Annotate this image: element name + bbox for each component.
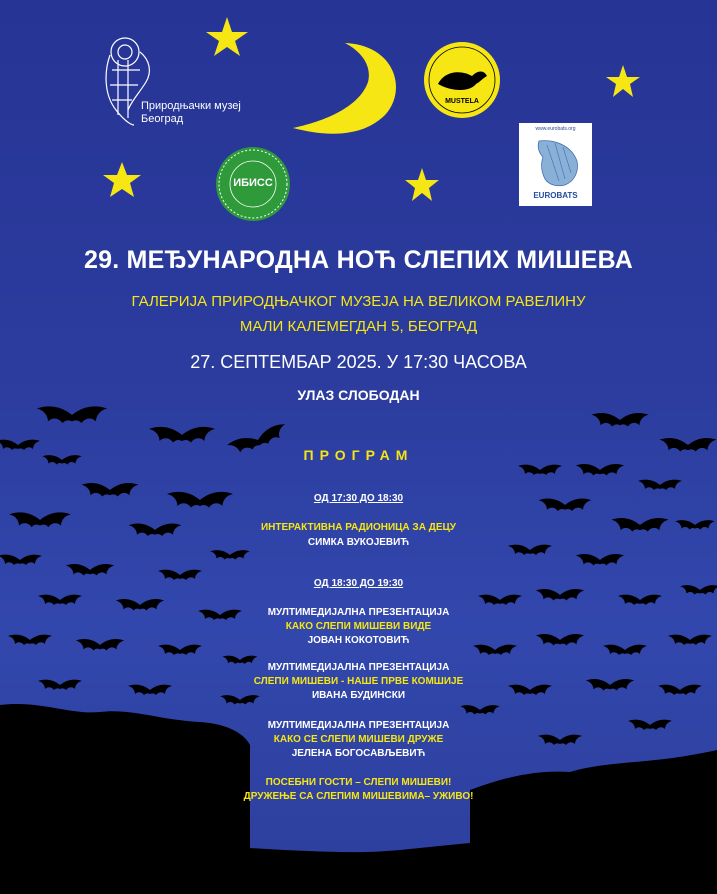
slot1-time: ОД 17:30 ДО 18:30 [313,493,404,504]
museum-name-line1: Природњачки музеј [141,100,241,112]
special-guests-line1: ПОСЕБНИ ГОСТИ – СЛЕПИ МИШЕВИ! [265,777,452,788]
eurobats-label: EUROBATS [533,191,578,200]
star-icon [405,168,439,201]
talk3-title: КАКО СЕ СЛЕПИ МИШЕВИ ДРУЖЕ [273,734,444,745]
special-guests-line2: ДРУЖЕЊЕ СА СЛЕПИМ МИШЕВИМА– УЖИВО! [243,791,474,802]
program-heading: ПРОГРАМ [303,447,414,463]
star-icon [206,17,248,56]
event-date-time: 27. СЕПТЕМБАР 2025. У 17:30 ЧАСОВА [190,352,527,372]
museum-name [141,100,241,126]
talk3-type: МУЛТИМЕДИЈАЛНА ПРЕЗЕНТАЦИЈА [267,720,450,731]
talk1-person: ЈОВАН КОКОТОВИЋ [307,635,410,646]
talk2-person: ИВАНА БУДИНСКИ [311,690,406,701]
talk2-type: МУЛТИМЕДИЈАЛНА ПРЕЗЕНТАЦИЈА [267,662,450,673]
entry-note: УЛАЗ СЛОБОДАН [297,387,420,403]
slot1-title: ИНТЕРАКТИВНА РАДИОНИЦА ЗА ДЕЦУ [260,522,457,533]
slot1-person: СИМКА ВУКОЈЕВИЋ [307,537,410,548]
talk1-type: МУЛТИМЕДИЈАЛНА ПРЕЗЕНТАЦИЈА [267,607,450,618]
bat-icon [638,480,682,490]
museum-name-line2: Београд [141,113,184,125]
talk3-person: ЈЕЛЕНА БОГОСАВЉЕВИЋ [291,748,426,759]
talk2-title: СЛЕПИ МИШЕВИ - НАШЕ ПРВЕ КОМШИЈЕ [253,676,464,687]
venue-line2: МАЛИ КАЛЕМЕГДАН 5, БЕОГРАД [239,318,478,335]
eurobats-logo [519,123,592,206]
eurobats-url: www.eurobats.org [535,126,576,132]
slot2-time: ОД 18:30 ДО 19:30 [313,578,404,589]
bat-icon [478,595,522,605]
ibiss-logo-text: ИБИСС [233,177,273,189]
bat-icon [0,555,42,565]
mustela-logo-text: MUSTELA [445,98,479,105]
bat-icon [210,550,250,559]
star-icon [606,65,640,97]
moon-icon [293,43,396,134]
bat-icon [576,464,624,475]
bat-icon [576,554,624,565]
event-title: 29. МЕЂУНАРОДНА НОЋ СЛЕПИХ МИШЕВА [84,246,633,274]
bat-icon [618,595,662,605]
venue-line1: ГАЛЕРИЈА ПРИРОДЊАЧКОГ МУЗЕЈА НА ВЕЛИКОМ РАВЕЛИНУ [131,293,586,310]
mustela-logo [424,42,500,118]
bat-icon [591,413,648,427]
bat-icon [37,406,107,423]
bat-icon [149,427,215,443]
bat-icon [66,564,114,575]
talk1-title: КАКО СЛЕПИ МИШЕВИ ВИДЕ [285,621,432,632]
star-icon [103,162,141,197]
bat-icon [460,705,500,714]
bat-icon [38,595,82,605]
bat-icon [518,465,562,475]
